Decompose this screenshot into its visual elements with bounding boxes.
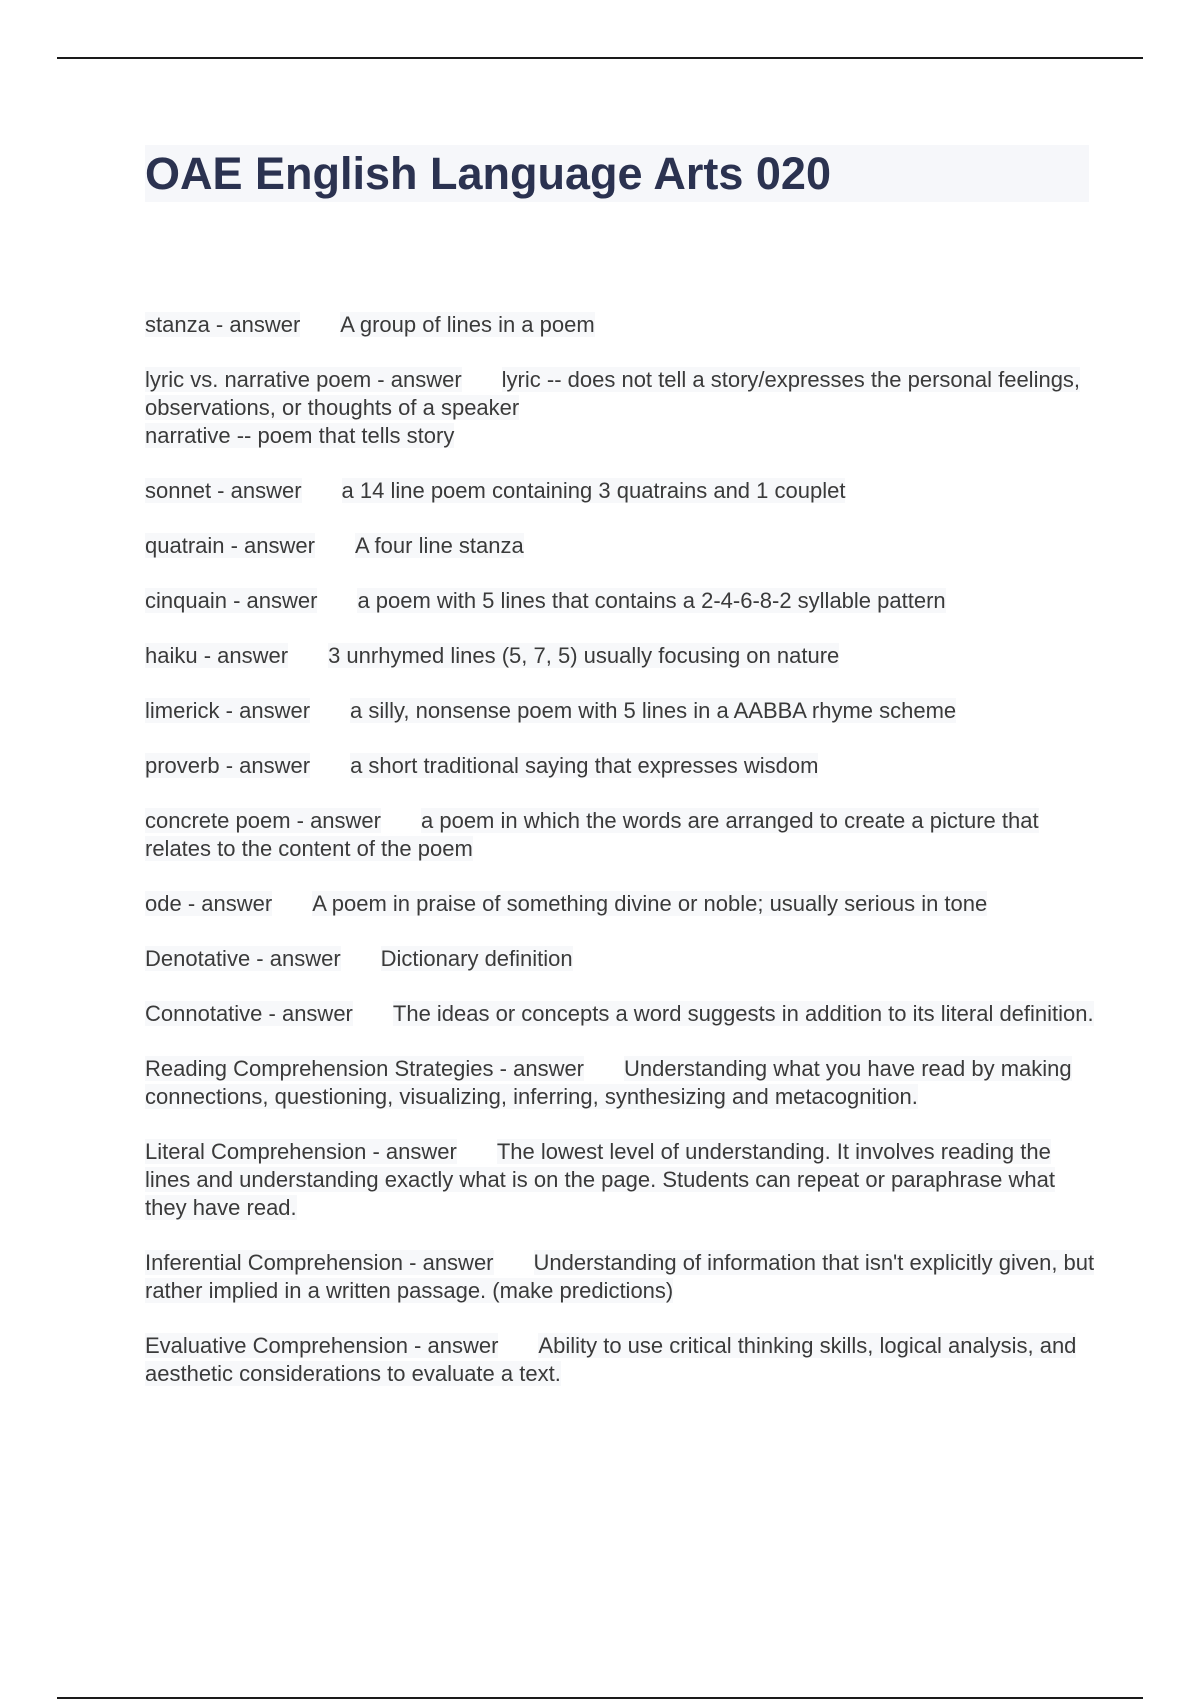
entry-definition: a poem with 5 lines that contains a 2-4-6-8-2 syllable pattern [357,588,946,613]
flashcard-entry [145,1055,1095,1111]
flashcard-entry [145,532,1095,560]
bottom-rule [57,1697,1143,1699]
entry-definition: A four line stanza [354,533,524,558]
entry-definition: Understanding what you have read by making connections, questioning, visualizing, inferring, synthesizing and metacognition. [145,1056,1072,1109]
entry-term: Connotative - answer [145,1001,353,1026]
document-title: OAE English Language Arts 020 [145,148,831,199]
entry-term: proverb - answer [145,753,311,778]
entry-definition: a 14 line poem containing 3 quatrains and 1 couplet [341,478,846,503]
flashcard-entry [145,890,1095,918]
entry-term: quatrain - answer [145,533,315,558]
entry-definition: a poem in which the words are arranged to create a picture that relates to the content of the poem [145,808,1039,861]
entry-definition: Dictionary definition [380,946,573,971]
entry-term: Literal Comprehension - answer [145,1139,457,1164]
flashcard-entry [145,1138,1095,1222]
entry-term: Reading Comprehension Strategies - answer [145,1056,585,1081]
flashcard-list [145,311,1095,1415]
top-rule [57,57,1143,59]
entry-term: Inferential Comprehension - answer [145,1250,494,1275]
flashcard-entry [145,807,1095,863]
entry-definition-line2: narrative -- poem that tells story [145,423,455,448]
entry-term: lyric vs. narrative poem - answer [145,367,462,392]
entry-definition: a silly, nonsense poem with 5 lines in a AABBA rhyme scheme [350,698,957,723]
entry-definition: A poem in praise of something divine or noble; usually serious in tone [312,891,988,916]
entry-term: haiku - answer [145,643,289,668]
entry-definition: The ideas or concepts a word suggests in addition to its literal definition. [392,1001,1094,1026]
entry-definition: Understanding of information that isn't explicitly given, but rather implied in a written passage. (make predictions) [145,1250,1095,1303]
entry-definition: Ability to use critical thinking skills, logical analysis, and aesthetic considerations to evaluate a text. [145,1333,1077,1386]
flashcard-entry [145,697,1095,725]
entry-term: limerick - answer [145,698,311,723]
entry-term: stanza - answer [145,312,301,337]
flashcard-entry [145,587,1095,615]
flashcard-entry [145,477,1095,505]
title-block [145,145,1089,202]
entry-term: Denotative - answer [145,946,341,971]
entry-term: ode - answer [145,891,273,916]
flashcard-entry [145,1249,1095,1305]
entry-definition: The lowest level of understanding. It involves reading the lines and understanding exactly what is on the page. Students can repeat or paraphrase what they have read. [145,1139,1055,1220]
flashcard-entry [145,1000,1095,1028]
flashcard-entry [145,752,1095,780]
entry-term: Evaluative Comprehension - answer [145,1333,499,1358]
entry-definition: lyric -- does not tell a story/expresses the personal feelings, observations, or thoughts of a speaker [145,367,1081,420]
entry-definition: A group of lines in a poem [340,312,595,337]
flashcard-entry [145,311,1095,339]
flashcard-entry [145,1332,1095,1388]
flashcard-entry [145,642,1095,670]
flashcard-entry [145,945,1095,973]
flashcard-entry [145,366,1095,450]
entry-definition: a short traditional saying that expresses wisdom [350,753,819,778]
entry-term: sonnet - answer [145,478,302,503]
entry-definition: 3 unrhymed lines (5, 7, 5) usually focusing on nature [328,643,840,668]
entry-term: concrete poem - answer [145,808,381,833]
entry-term: cinquain - answer [145,588,318,613]
